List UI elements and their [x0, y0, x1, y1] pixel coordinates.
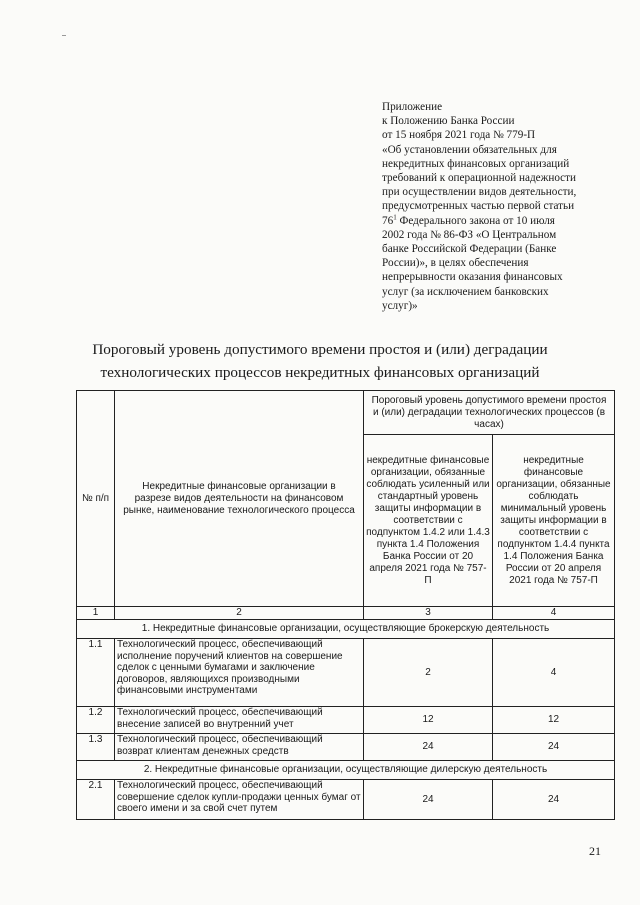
index-cell: 3 — [364, 607, 493, 620]
header-number: № п/п — [77, 391, 115, 607]
row-value-col3: 24 — [364, 734, 493, 761]
row-number: 1.3 — [77, 734, 115, 761]
row-value-col3: 24 — [364, 780, 493, 820]
annex-line: при осуществлении видов деятельности, — [382, 186, 577, 199]
row-process: Технологический процесс, обеспечивающий возврат клиентам денежных средств — [115, 734, 364, 761]
scan-mark — [62, 35, 66, 36]
annex-line: «Об установлении обязательных для — [382, 143, 557, 156]
index-cell: 2 — [115, 607, 364, 620]
row-value-col3: 12 — [364, 707, 493, 734]
row-number: 2.1 — [77, 780, 115, 820]
row-value-col4: 4 — [493, 639, 615, 707]
header-column-4: некредитные финансовые организации, обязанные соблюдать минимальный уровень защиты информации в соответствии с подпунктом 1.4.4 пункта 1.4 Положения Банка России от 20 апреля 2021 года № 757-П — [493, 435, 615, 607]
annex-line: предусмотренных частью первой статьи — [382, 200, 575, 213]
index-cell: 1 — [77, 607, 115, 620]
annex-line: России)», в целях обеспечения — [382, 257, 529, 270]
row-process: Технологический процесс, обеспечивающий исполнение поручений клиентов на совершение сделок с ценными бумагами и заключение договоров, являющихся производными финансовыми инструментами — [115, 639, 364, 707]
row-value-col4: 24 — [493, 734, 615, 761]
annex-line: от 15 ноября 2021 года № 779-П — [382, 129, 536, 142]
row-process: Технологический процесс, обеспечивающий внесение записей во внутренний учет — [115, 707, 364, 734]
header-threshold: Пороговый уровень допустимого времени простоя и (или) деградации технологических процессов (в часах) — [364, 391, 615, 435]
table-row — [77, 734, 615, 761]
row-value-col4: 24 — [493, 780, 615, 820]
header-organization: Некредитные финансовые организации в разрезе видов деятельности на финансовом рынке, наименование технологического процесса — [115, 391, 364, 607]
row-value-col4: 12 — [493, 707, 615, 734]
annex-line: некредитных финансовых организаций — [382, 157, 570, 170]
threshold-table — [76, 390, 615, 820]
annex-line: 2002 года № 86-ФЗ «О Центральном — [382, 228, 557, 241]
row-value-col3: 2 — [364, 639, 493, 707]
table-row — [77, 780, 615, 820]
annex-line: услуг (за исключением банковских — [382, 285, 549, 298]
annex-line: услуг)» — [382, 299, 418, 312]
row-number: 1.2 — [77, 707, 115, 734]
annex-line — [382, 214, 612, 228]
annex-article-number: 76 — [382, 214, 394, 227]
document-title-line-2: технологических процессов некредитных финансовых организаций — [100, 364, 540, 381]
document-title-line-1: Пороговый уровень допустимого времени простоя и (или) деградации — [92, 341, 548, 358]
page-number: 21 — [589, 844, 601, 858]
annex-line: банке Российской Федерации (Банке — [382, 243, 557, 256]
annex-line-rest: Федерального закона от 10 июля — [396, 214, 555, 227]
annex-superscript: 1 — [393, 212, 397, 221]
index-cell: 4 — [493, 607, 615, 620]
annex-line: Приложение — [382, 101, 443, 113]
annex-header — [382, 100, 612, 313]
annex-line: к Положению Банка России — [382, 115, 515, 128]
section-header: 2. Некредитные финансовые организации, осуществляющие дилерскую деятельность — [77, 761, 615, 780]
header-column-3: некредитные финансовые организации, обязанные соблюдать усиленный или стандартный уровень защиты информации в соответствии с подпунктом 1.4.2 или 1.4.3 пункта 1.4 Положения Банка России от 20 апреля 2021 года № 757-П — [364, 435, 493, 607]
row-process: Технологический процесс, обеспечивающий совершение сделок купли-продажи ценных бумаг от своего имени и за свой счет путем — [115, 780, 364, 820]
table-row — [77, 639, 615, 707]
annex-line: требований к операционной надежности — [382, 172, 577, 185]
table-row — [77, 707, 615, 734]
annex-line: непрерывности оказания финансовых — [382, 271, 563, 284]
row-number: 1.1 — [77, 639, 115, 707]
section-header: 1. Некредитные финансовые организации, осуществляющие брокерскую деятельность — [77, 620, 615, 639]
